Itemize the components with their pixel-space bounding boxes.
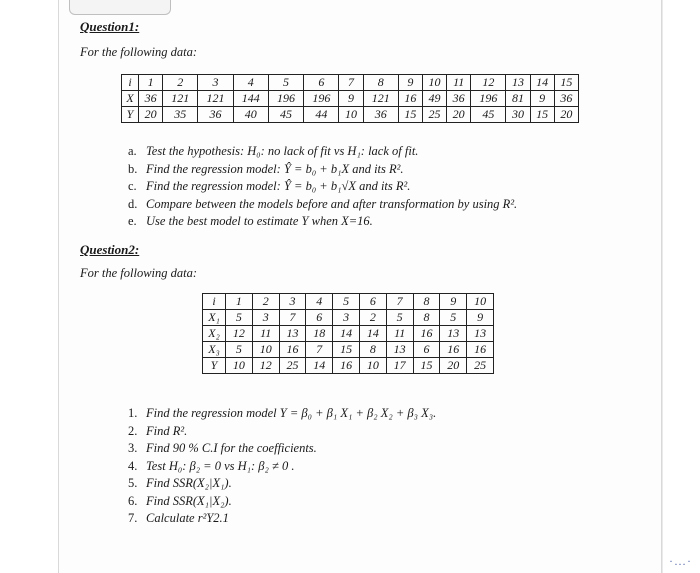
table-cell: 20 [447,107,471,123]
item-marker: e. [128,214,137,228]
table-row [203,294,494,310]
row-label: i [122,75,139,91]
table-cell: 7 [306,342,333,358]
table-cell: 144 [233,91,268,107]
question1-data-table [121,74,579,123]
table-cell: 36 [139,91,163,107]
item-marker: c. [128,179,137,193]
table-cell: 25 [467,358,494,374]
question2-intro: For the following data: [80,266,198,280]
question1-intro: For the following data: [80,45,198,59]
table-cell: 9 [530,91,554,107]
list-item [128,196,517,214]
table-cell: 13 [506,75,530,91]
page-edge [662,0,663,573]
table-row [122,107,579,123]
table-cell: 15 [398,107,422,123]
table-cell: 45 [268,107,303,123]
table-cell: 121 [198,91,233,107]
table-cell: 15 [530,107,554,123]
table-cell: 8 [413,310,440,326]
table-cell: 11 [447,75,471,91]
table-cell: 2 [359,310,386,326]
item-text: Find the regression model: Ŷ = b₀ + b₁X and its R². [146,161,404,176]
item-text: Compare between the models before and after transformation by using R². [146,196,518,211]
table-cell: 3 [279,294,306,310]
table-cell: 14 [333,326,360,342]
table-cell: 3 [198,75,233,91]
table-cell: 8 [359,342,386,358]
table-cell: 16 [440,342,467,358]
table-cell: 14 [306,358,333,374]
item-text: Find the regression model Y = β₀ + β₁ X₁ + β₂ X₂ + β₃ X₃. [146,406,437,420]
table-row [203,310,494,326]
table-cell: 7 [386,294,413,310]
table-cell: 36 [554,91,578,107]
table-cell: 5 [333,294,360,310]
table-cell: 45 [471,107,506,123]
table-cell: 30 [506,107,530,123]
table-cell: 5 [268,75,303,91]
table-cell: 11 [252,326,279,342]
table-cell: 12 [252,358,279,374]
item-marker: a. [128,144,137,158]
item-text: Use the best model to estimate Y when X=16. [146,214,373,228]
table-cell: 40 [233,107,268,123]
table-cell: 4 [306,294,333,310]
question1-heading: Question1: [80,19,140,34]
table-cell: 6 [306,310,333,326]
table-cell: 81 [506,91,530,107]
table-cell: 15 [413,358,440,374]
table-cell: 49 [422,91,446,107]
table-cell: 5 [386,310,413,326]
table-row [203,326,494,342]
list-item [128,143,517,161]
list-item [128,405,436,423]
row-label: X₃ [203,342,226,358]
table-cell: 121 [363,91,398,107]
list-item [128,161,517,179]
table-cell: 1 [226,294,253,310]
table-cell: 10 [359,358,386,374]
item-marker: 5. [128,476,138,490]
table-cell: 10 [467,294,494,310]
table-cell: 121 [163,91,198,107]
table-cell: 35 [163,107,198,123]
question2-data-table [202,293,494,374]
table-cell: 6 [304,75,339,91]
previous-page-fragment [69,0,171,15]
item-text: Calculate r²Y2.1 [146,511,229,525]
list-item [128,213,517,231]
table-cell: 6 [413,342,440,358]
list-item [128,178,517,196]
table-cell: 8 [363,75,398,91]
list-item [128,493,436,511]
table-cell: 7 [339,75,363,91]
item-marker: 6. [128,493,138,508]
table-cell: 6 [359,294,386,310]
list-item [128,423,436,441]
table-cell: 9 [440,294,467,310]
table-cell: 25 [422,107,446,123]
table-cell: 20 [440,358,467,374]
table-cell: 4 [233,75,268,91]
item-text: Test the hypothesis: H₀: no lack of fit vs H₁: lack of fit. [146,144,419,158]
table-row [203,358,494,374]
table-cell: 196 [471,91,506,107]
table-cell: 25 [279,358,306,374]
table-cell: 5 [226,342,253,358]
question1-items [128,143,517,231]
item-marker: 2. [128,423,138,438]
table-cell: 13 [440,326,467,342]
table-cell: 36 [363,107,398,123]
table-cell: 13 [386,342,413,358]
table-cell: 12 [471,75,506,91]
table-cell: 3 [333,310,360,326]
table-cell: 11 [386,326,413,342]
table-cell: 15 [333,342,360,358]
table-row [122,75,579,91]
table-cell: 16 [467,342,494,358]
table-cell: 18 [306,326,333,342]
item-text: Find SSR(X₁|X₂). [146,493,232,508]
table-cell: 2 [252,294,279,310]
row-label: X₁ [203,310,226,326]
table-cell: 16 [279,342,306,358]
table-cell: 5 [440,310,467,326]
table-cell: 16 [413,326,440,342]
footer-dots: ·…· [669,554,692,568]
item-text: Test H₀: β₂ = 0 vs H₁: β₂ ≠ 0 . [146,458,295,473]
list-item [128,440,436,458]
item-marker: 7. [128,511,138,525]
question2-heading: Question2: [80,242,140,257]
table-cell: 13 [467,326,494,342]
row-label: Y [122,107,139,123]
table-cell: 36 [198,107,233,123]
item-text: Find the regression model: Ŷ = b₀ + b₁√X and its R². [146,179,411,193]
table-cell: 15 [554,75,578,91]
list-item [128,475,436,493]
table-cell: 16 [333,358,360,374]
row-label: X [122,91,139,107]
list-item [128,510,436,528]
table-cell: 16 [398,91,422,107]
list-item [128,458,436,476]
row-label: Y [203,358,226,374]
question2-items [128,405,436,528]
table-cell: 14 [530,75,554,91]
table-cell: 12 [226,326,253,342]
row-label: i [203,294,226,310]
table-cell: 9 [467,310,494,326]
item-marker: 4. [128,458,138,473]
table-cell: 17 [386,358,413,374]
table-cell: 5 [226,310,253,326]
table-cell: 20 [554,107,578,123]
table-cell: 9 [339,91,363,107]
table-cell: 44 [304,107,339,123]
table-cell: 3 [252,310,279,326]
table-cell: 20 [139,107,163,123]
table-cell: 10 [339,107,363,123]
item-text: Find SSR(X₂|X₁). [146,476,232,490]
table-cell: 13 [279,326,306,342]
table-cell: 196 [304,91,339,107]
table-cell: 10 [226,358,253,374]
table-cell: 10 [422,75,446,91]
table-cell: 196 [268,91,303,107]
table-cell: 8 [413,294,440,310]
item-text: Find 90 % C.I for the coefficients. [146,441,317,455]
table-row [122,91,579,107]
item-marker: 3. [128,441,138,455]
table-cell: 7 [279,310,306,326]
item-marker: 1. [128,406,138,420]
table-cell: 1 [139,75,163,91]
table-cell: 2 [163,75,198,91]
table-cell: 10 [252,342,279,358]
table-row [203,342,494,358]
row-label: X₂ [203,326,226,342]
table-cell: 14 [359,326,386,342]
item-text: Find R². [146,423,188,438]
item-marker: b. [128,161,138,176]
table-cell: 36 [447,91,471,107]
item-marker: d. [128,196,138,211]
table-cell: 9 [398,75,422,91]
